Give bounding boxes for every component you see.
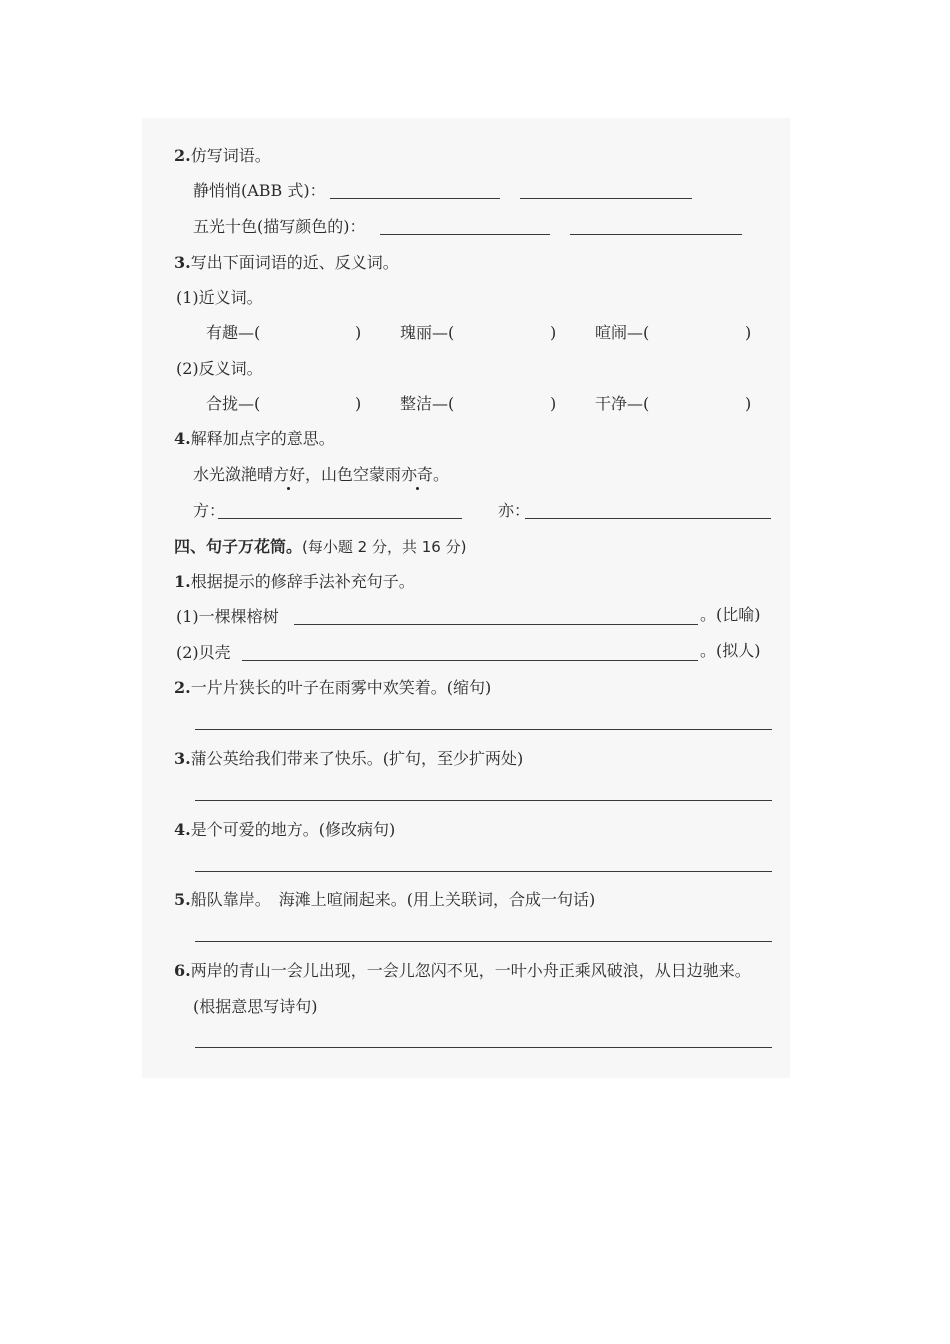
s3-answer-line[interactable] — [195, 800, 772, 801]
s4-prompt — [174, 819, 395, 841]
q2-number: 2. — [174, 146, 191, 165]
q3-anti-item-1: 合拢—( — [206, 394, 261, 413]
s4-number: 4. — [174, 820, 191, 839]
q2-line1-blank-1[interactable] — [330, 198, 500, 199]
s5-number: 5. — [174, 890, 191, 909]
q3-near-close-3: ) — [745, 323, 752, 342]
s1-a-hint: 。(比喻) — [700, 605, 761, 624]
q4-title-text: 解释加点字的意思。 — [190, 429, 335, 448]
q2-line1-blank-2[interactable] — [520, 198, 692, 199]
q3-near-close-2: ) — [550, 323, 557, 342]
s6-answer-line[interactable] — [195, 1047, 772, 1048]
q2-title-text: 仿写词语。 — [190, 146, 271, 165]
q4-title — [174, 428, 335, 450]
q3-number: 3. — [174, 253, 191, 272]
s1-title — [174, 571, 415, 593]
s6-note: (根据意思写诗句) — [193, 997, 318, 1016]
section4-heading — [174, 536, 466, 558]
q4-label-a: 方： — [193, 501, 226, 520]
q2-line2-label: 五光十色(描写颜色的)： — [193, 217, 366, 236]
s1-number: 1. — [174, 572, 191, 591]
s1-b-hint: 。(拟人) — [700, 641, 761, 660]
section4-heading-text: 四、句子万花筒。 — [174, 537, 303, 556]
q3-anti-close-3: ) — [745, 394, 752, 413]
q3-near-item-3: 喧闹—( — [595, 323, 650, 342]
s4-text: 是个可爱的地方。(修改病句) — [190, 820, 396, 839]
q3-near-item-1: 有趣—( — [206, 323, 261, 342]
q3-anti-close-1: ) — [355, 394, 362, 413]
q3-anti-close-2: ) — [550, 394, 557, 413]
q4-number: 4. — [174, 429, 191, 448]
q4-blank-b[interactable] — [525, 518, 771, 519]
q2-line2-blank-2[interactable] — [570, 234, 742, 235]
s2-prompt — [174, 677, 491, 699]
q4-blank-a[interactable] — [218, 518, 462, 519]
s1-title-text: 根据提示的修辞手法补充句子。 — [190, 572, 415, 591]
s1-a-blank[interactable] — [294, 624, 698, 625]
q4-poem: 水光潋滟晴方好，山色空蒙雨亦奇。 — [193, 465, 450, 484]
q3-anti-item-2: 整洁—( — [400, 394, 455, 413]
s3-number: 3. — [174, 749, 191, 768]
s6-text: 两岸的青山一会儿出现，一会儿忽闪不见，一叶小舟正乘风破浪，从日边驰来。 — [190, 961, 751, 980]
q2-line1-label: 静悄悄(ABB 式)： — [193, 181, 326, 200]
s5-text: 船队靠岸。 海滩上喧闹起来。(用上关联词，合成一句话) — [190, 890, 596, 909]
s2-answer-line[interactable] — [195, 729, 772, 730]
s2-number: 2. — [174, 678, 191, 697]
q4-label-b: 亦： — [498, 501, 531, 520]
q3-near-close-1: ) — [355, 323, 362, 342]
q3-title — [174, 252, 399, 274]
s3-prompt — [174, 748, 523, 770]
q3-title-text: 写出下面词语的近、反义词。 — [190, 253, 399, 272]
emphasis-dot-fang — [287, 487, 290, 490]
s4-answer-line[interactable] — [195, 871, 772, 872]
s2-text: 一片片狭长的叶子在雨雾中欢笑着。(缩句) — [190, 678, 492, 697]
s5-prompt — [174, 889, 595, 911]
q3-anti-label: (2)反义词。 — [176, 359, 263, 378]
s1-a-label: (1)一棵棵榕树 — [176, 607, 279, 626]
q2-title — [174, 145, 271, 167]
s6-number: 6. — [174, 961, 191, 980]
s1-b-label: (2)贝壳 — [176, 643, 231, 662]
s6-prompt — [174, 960, 751, 982]
q3-near-label: (1)近义词。 — [176, 288, 263, 307]
q3-anti-item-3: 干净—( — [595, 394, 650, 413]
s3-text: 蒲公英给我们带来了快乐。(扩句，至少扩两处) — [190, 749, 524, 768]
q3-near-item-2: 瑰丽—( — [400, 323, 455, 342]
q2-line2-blank-1[interactable] — [380, 234, 550, 235]
s5-answer-line[interactable] — [195, 941, 772, 942]
emphasis-dot-yi — [416, 487, 419, 490]
section4-score: (每小题 2 分，共 16 分) — [302, 538, 467, 556]
s1-b-blank[interactable] — [242, 660, 698, 661]
